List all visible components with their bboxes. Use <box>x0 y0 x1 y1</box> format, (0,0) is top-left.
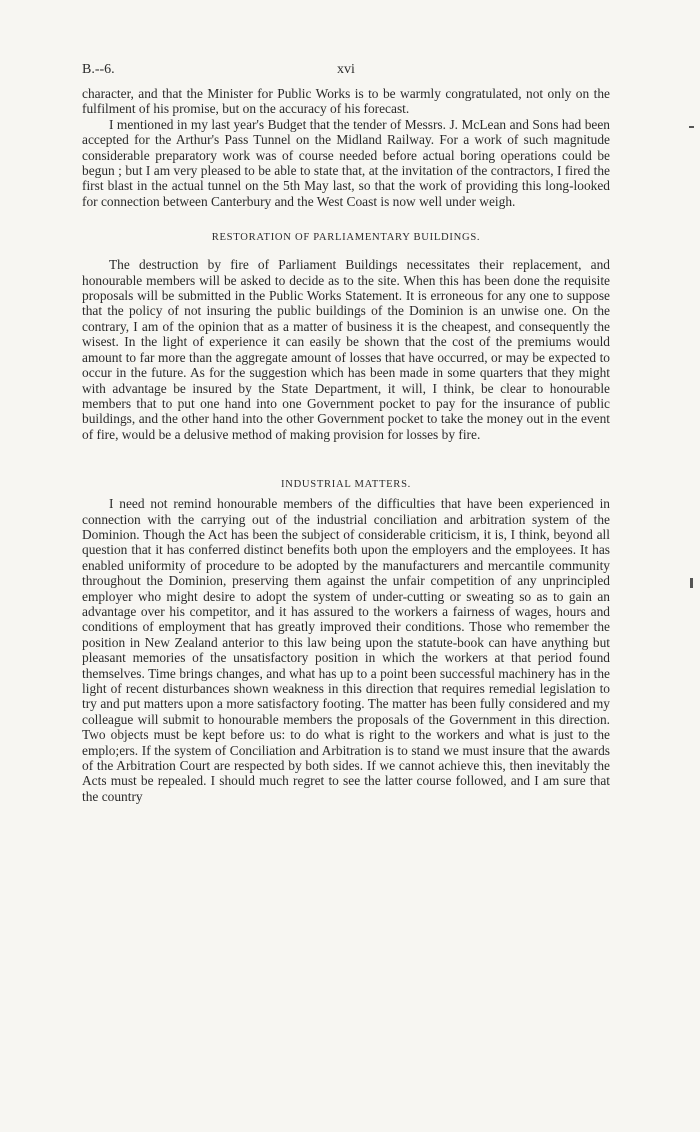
margin-mark <box>690 578 693 588</box>
spacer <box>82 245 610 257</box>
spacer <box>82 209 610 231</box>
paragraph-parliamentary-buildings: The destruction by fire of Parliament Buildings necessitates their replacement, and honourable members will be asked to decide as to the site. When this has been done the requisite proposals will be submitted in the Public Works Statement. It is erroneous for any one to suppose that the policy of not insuring the public buildings of the Dominion is an unwise one. On the contrary, I am of the opinion that as a matter of business it is the cheapest, and consequently the wisest. In the light of experience it can easily be shown that the cost of the premiums would amount to far more than the aggregate amount of losses that have occurred, or may be expected to occur in the future. As for the suggestion which has been made in some quarters that they might with advantage be insured by the State Department, it will, I think, be clear to honourable members that to put one hand into one Government pocket to pay for the insurance of public buildings, and the other hand into the other Government pocket to take the money out in the event of fire, would be a delusive method of making provision for losses by fire. <box>82 257 610 442</box>
paragraph-industrial-matters: I need not remind honourable members of the difficulties that have been experienced in connection with the carrying out of the industrial conciliation and arbitration system of the Dominion. Though the Act has been the subject of considerable criticism, it is, I think, beyond all question that it has conferred distinct benefits both upon the employers and the employees. It has enabled uniformity of procedure to be adopted by the manufacturers and mercantile community throughout the Dominion, preserving them against the unfair competition of any unprincipled employer who might desire to adopt the system of under-cutting or sweating so as to gain an advantage over his competitor, and it has assured to the workers a fairness of wages, hours and conditions of employment that has greatly improved their conditions. Those who remember the position in New Zealand anterior to this law being upon the statute-book can have anything but pleasant memories of the unsatisfactory position in which the workers at that period found themselves. Time brings changes, and what has up to a point been successful machinery has in the light of recent disturbances shown weakness in this direction that requires remedial legislation to try and put matters upon a more satisfactory footing. The matter has been fully considered and my colleague will submit to honourable members the proposals of the Government in this direction. Two objects must be kept before us: to do what is right to the workers and what is just to the emplo;ers. If the system of Conciliation and Arbitration is to stand we must insure that the awards of the Arbitration Court are respected by both sides. If we cannot achieve this, then inevitably the Acts must be repealed. I should much regret to see the latter course followed, and I am sure that the country <box>82 496 610 804</box>
page-header <box>82 62 610 86</box>
document-page <box>82 62 610 804</box>
section-heading-industrial: INDUSTRIAL MATTERS. <box>280 479 412 491</box>
document-reference: B.--6. <box>82 62 115 77</box>
section-heading-restoration: RESTORATION OF PARLIAMENTARY BUILDINGS. <box>211 232 481 244</box>
spacer <box>82 442 610 478</box>
margin-mark <box>689 126 694 128</box>
paragraph-arthurs-pass-tunnel: I mentioned in my last year's Budget that the tender of Messrs. J. McLean and Sons had been accepted for the Arthur's Pass Tunnel on the Midland Railway. For a work of such magnitude considerable preparatory work was of course needed before actual boring operations could be begun ; but I am very pleased to be able to state that, at the invitation of the contractors, I fired the first blast in the actual tunnel on the 5th May last, so that the work of providing this long-looked for connection between Canterbury and the West Coast is now well under weigh. <box>82 116 610 209</box>
page-number: xvi <box>337 62 355 77</box>
paragraph-continued: character, and that the Minister for Public Works is to be warmly congratulated, not only on the fulfilment of his promise, but on the accuracy of his forecast. <box>82 86 610 117</box>
